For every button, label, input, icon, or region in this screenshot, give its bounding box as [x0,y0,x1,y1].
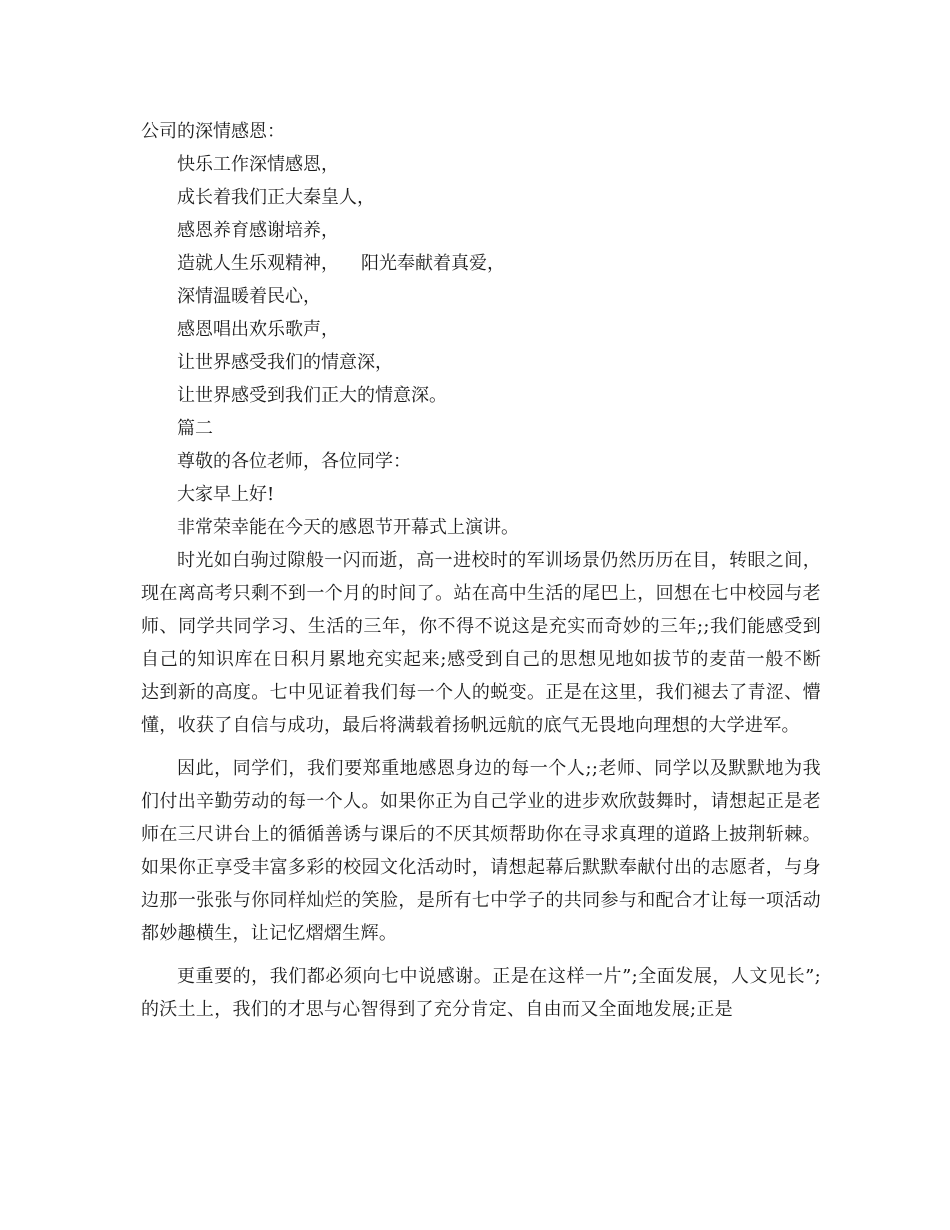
poem-line: 深情温暖着民心， [177,286,321,307]
poem-line: 成长着我们正大秦皇人， [177,187,375,208]
poem [141,148,821,412]
section-title: 篇二 [177,418,213,439]
document-heading: 公司的深情感恩： [141,121,285,142]
salutation: 尊敬的各位老师，各位同学： [177,451,411,472]
body-paragraph: 时光如白驹过隙般一闪而逝，高一进校时的军训场景仍然历历在目，转眼之间，现在离高考只剩不到一个月的时间了。站在高中生活的尾巴上，回想在七中校园与老师、同学共同学习、生活的三年，你不得不说这是充实而奇妙的三年;;我们能感受到自己的知识库在日积月累地充实起来;感受到自己的思想见地如拔节的麦苗一般不断达到新的高度。七中见证着我们每一个人的蜕变。正是在这里，我们褪去了青涩、懵懂，收获了自信与成功，最后将满载着扬帆远航的底气无畏地向理想的大学进军。 [141,550,821,736]
poem-line-compound [141,247,821,280]
intro-line: 非常荣幸能在今天的感恩节开幕式上演讲。 [177,517,519,538]
body-paragraph: 更重要的，我们都必须向七中说感谢。正是在这样一片”;全面发展，人文见长”;的沃土上，我们的才思与心智得到了充分肯定、自由而又全面地发展;正是 [141,966,821,1020]
document-body [141,115,821,1026]
poem-line: 让世界感受到我们正大的情意深。 [177,385,447,406]
poem-line: 快乐工作深情感恩， [177,154,339,175]
poem-line: 让世界感受我们的情意深， [177,352,393,373]
poem-line: 感恩养育感谢培养， [177,220,339,241]
greeting: 大家早上好! [177,484,275,505]
poem-line: 阳光奉献着真爱， [361,253,505,274]
poem-line: 造就人生乐观精神， [177,253,339,274]
body-paragraph: 因此，同学们，我们要郑重地感恩身边的每一个人;;老师、同学以及默默地为我们付出辛勤劳动的每一个人。如果你正为自己学业的进步欢欣鼓舞时，请想起正是老师在三尺讲台上的循循善诱与课后的不厌其烦帮助你在寻求真理的道路上披荆斩棘。如果你正享受丰富多彩的校园文化活动时，请想起幕后默默奉献付出的志愿者，与身边那一张张与你同样灿烂的笑脸，是所有七中学子的共同参与和配合才让每一项活动都妙趣横生，让记忆熠熠生辉。 [141,758,821,944]
poem-line: 感恩唱出欢乐歌声， [177,319,339,340]
